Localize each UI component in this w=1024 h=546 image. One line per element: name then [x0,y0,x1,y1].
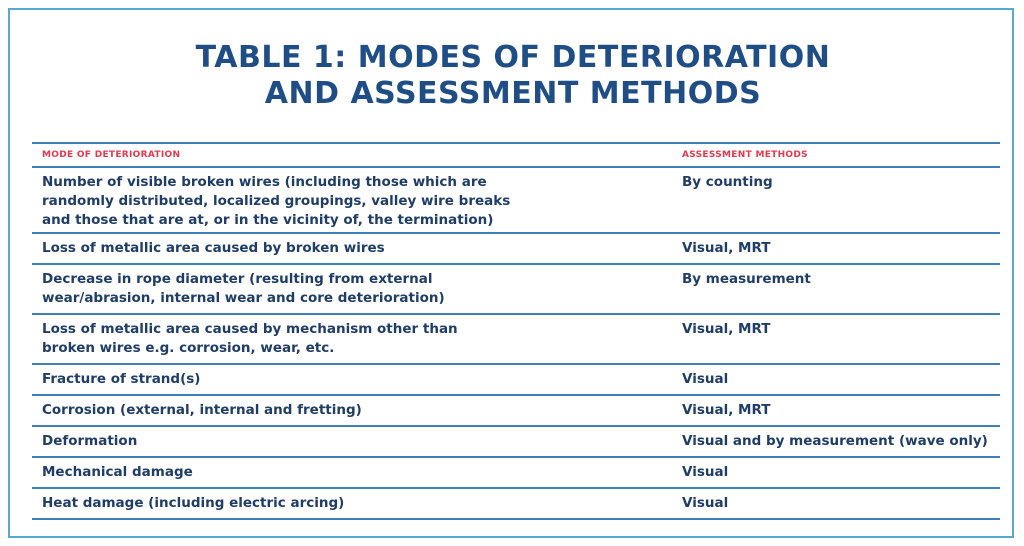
table-row [32,365,1000,396]
mode-cell-line: Fracture of strand(s) [42,371,201,387]
mode-cell-line: Deformation [42,433,138,449]
table-row [32,168,1000,234]
title-line-1: TABLE 1: MODES OF DETERIORATION [195,40,831,75]
mode-cell-line: Loss of metallic area caused by broken wires [42,240,385,256]
mode-cell-line: randomly distributed, localized groupings, valley wire breaks [42,193,511,209]
table-row [32,396,1000,427]
mode-cell-line: Corrosion (external, internal and fretting) [42,402,362,418]
mode-cell [42,370,662,389]
table-row [32,427,1000,458]
mode-cell [42,401,662,420]
page-title [10,40,1016,112]
table-row [32,458,1000,489]
assessment-cell: By measurement [682,271,811,287]
assessment-cell: Visual, MRT [682,321,771,337]
table-row [32,489,1000,520]
mode-cell [42,239,662,258]
assessment-cell: Visual [682,371,729,387]
mode-cell [42,463,662,482]
header-assessment-methods: ASSESSMENT METHODS [682,150,808,160]
mode-cell [42,432,662,451]
deterioration-table [32,142,1000,520]
mode-cell-line: Mechanical damage [42,464,193,480]
mode-cell-line: Loss of metallic area caused by mechanism other than [42,321,458,337]
table-row [32,234,1000,265]
mode-cell-line: Heat damage (including electric arcing) [42,495,345,511]
mode-cell-line: wear/abrasion, internal wear and core deterioration) [42,290,445,306]
table-row [32,265,1000,315]
assessment-cell: Visual [682,495,729,511]
assessment-cell: Visual, MRT [682,402,771,418]
mode-cell-line: Decrease in rope diameter (resulting from external [42,271,433,287]
assessment-cell: Visual, MRT [682,240,771,256]
mode-cell-line: and those that are at, or in the vicinity of, the termination) [42,212,494,228]
mode-cell [42,173,662,230]
mode-cell [42,320,662,358]
table-frame [8,8,1014,538]
assessment-cell: Visual [682,464,729,480]
assessment-cell: Visual and by measurement (wave only) [682,433,988,449]
assessment-cell: By counting [682,174,773,190]
mode-cell-line: broken wires e.g. corrosion, wear, etc. [42,340,335,356]
table-row [32,315,1000,365]
title-line-2: AND ASSESSMENT METHODS [264,76,762,111]
mode-cell [42,494,662,513]
header-mode-of-deterioration: MODE OF DETERIORATION [42,150,181,160]
table-header [32,142,1000,168]
mode-cell [42,270,662,308]
mode-cell-line: Number of visible broken wires (including those which are [42,174,487,190]
